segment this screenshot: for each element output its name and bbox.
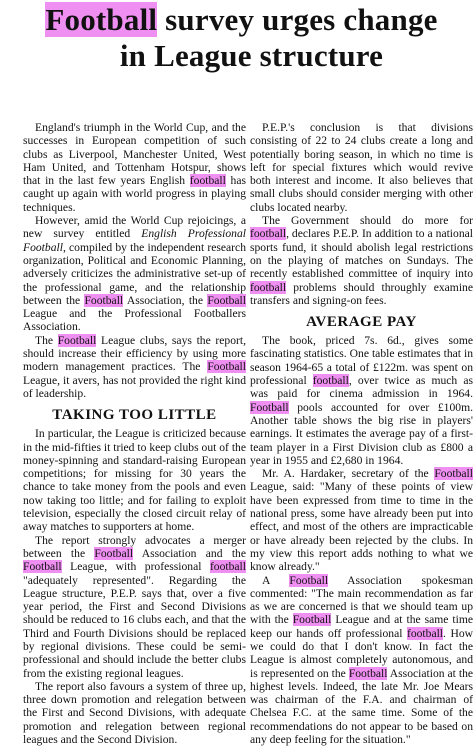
text-run: League and at the same time keep our hands off professional [250, 613, 473, 639]
survey-title: English Professional Football [23, 227, 246, 253]
text-run: Association and the [133, 547, 246, 560]
headline-highlight: Football [45, 2, 157, 37]
paragraph [250, 467, 473, 573]
subheading: AVERAGE PAY [250, 313, 473, 331]
paragraph [250, 574, 473, 746]
text-run: , declares P.E.P. In addition to a national sports fund, it should abolish legal restrictions on the playing of matches on Sundays. The recently established committee of inquiry into [250, 227, 473, 280]
text-run: pools accounted for over £100m. Another table shows the big rise in players' earnings. It estimates the average pay of a first-team player in a First Division club as £800 a year in 1955 and £2,680 in 1964. [250, 401, 473, 467]
subheading: TAKING TOO LITTLE [23, 406, 246, 424]
paragraph [23, 334, 246, 400]
headline [0, 2, 473, 74]
paragraph: P.E.P.'s conclusion is that divisions consisting of 22 to 24 clubs create a long and potentially boring season, in which no time is left for special fixtures which would revive both interest and income. It also believes that small clubs should consider merging with other clubs located nearby. [250, 121, 473, 214]
highlighted-term: Football [289, 574, 328, 587]
highlighted-term: Football [207, 360, 246, 373]
text-run: League, with professional [62, 560, 210, 573]
text-run: However, amid the World Cup rejoicings, a new survey entitled [23, 214, 246, 240]
text-run: Association, the [123, 294, 207, 307]
headline-line-2: in League structure [0, 38, 473, 74]
paragraph [23, 121, 246, 214]
highlighted-term: Football [58, 334, 97, 347]
highlighted-term: Football [23, 560, 62, 573]
highlighted-term: football [190, 174, 226, 187]
paragraph [23, 534, 246, 680]
text-run: The report strongly advocates a merger between the [23, 534, 246, 560]
text-run: has caught up again with world progress in playing techniques. [23, 174, 246, 214]
headline-line-1 [0, 2, 473, 38]
highlighted-term: football [250, 227, 286, 240]
paragraph: The report also favours a system of three up, three down promotion and relegation between the First and Second Divisions, with adequate promotion and relegation between regional leagues and the Second Division. [23, 680, 246, 746]
text-run: A [262, 574, 289, 587]
text-run: "adequately represented". Regarding the League structure, P.E.P. says that, over a five year period, the First and Second Divisions should be reduced to 16 clubs each, and that the Third and Fourth Divisions should be replaced by regional divisions. These could be semi-professional and should include the better clubs from the existing regional leagues. [23, 574, 246, 680]
highlighted-term: football [313, 374, 349, 387]
article-column-left [23, 121, 246, 746]
paragraph [250, 214, 473, 307]
text-run: The [35, 334, 58, 347]
paragraph: In particular, the League is criticized because in the mid-fifties it tried to keep clubs out of the money-spinning and standard-raising European competitions; for missing for 30 years the chance to take money from the pools and even now taking too little; and for failing to exploit television, especially the closed circuit relay of away matches to supporters at home. [23, 427, 246, 533]
text-run: League and the Professional Footballers Association. [23, 307, 246, 333]
text-run: , compiled by the independent research organization, Political and Economic Planning, adversely criticizes the administrative set-up of the professional game, and the relationship between the [23, 241, 246, 307]
paragraph [250, 334, 473, 467]
text-run: Association at the highest levels. Indeed, the late Mr. Joe Mears was chairman of the F.A. and chairman of Chelsea F.C. at the same time. Some of the recommendations do not appear to be based on any deep feeling for the situation." [250, 667, 473, 746]
headline-line-1-rest: survey urges change [157, 2, 437, 37]
text-run: , over twice as much as was paid for cinema admission in 1964. [250, 374, 473, 400]
highlighted-term: Football [94, 547, 133, 560]
text-run: League, it avers, has not provided the right kind of leadership. [23, 374, 246, 400]
text-run: The book, priced 7s. 6d., gives some fascinating statistics. One table estimates that in season 1964-65 a total of £122m. was spent on professional [250, 334, 473, 387]
text-run: League, said: "Many of these points of view have been expressed from time to time in the national press, some have already been put into effect, and most of the others are impracticable or have already been rejected by the clubs. In my view this report adds nothing to what we know already." [250, 480, 473, 573]
highlighted-term: Football [293, 613, 332, 626]
highlighted-term: Football [434, 467, 473, 480]
highlighted-term: Football [250, 401, 289, 414]
highlighted-term: football [250, 281, 286, 294]
highlighted-term: Football [349, 667, 388, 680]
paragraph [23, 214, 246, 334]
highlighted-term: Football [207, 294, 246, 307]
text-run: Mr. A. Hardaker, secretary of the [262, 467, 434, 480]
text-run: . How we could do that I don't know. In fact the League is almost completely autonomous, and is represented on the [250, 627, 473, 680]
highlighted-term: football [407, 627, 443, 640]
text-run: England's triumph in the World Cup, and the successes in European competition of such clubs as Liverpool, Manchester United, West Ham United, and Tottenham Hotspur, shows that in the last few years English [23, 121, 246, 187]
article-column-right [250, 121, 473, 746]
text-run: League clubs, says the report, should increase their efficiency by using more modern management practices. The [23, 334, 246, 374]
highlighted-term: football [210, 560, 246, 573]
text-run: The Government should do more for [262, 214, 473, 227]
highlighted-term: Football [84, 294, 123, 307]
text-run: Association spokesman commented: "The main recommendation as far as we are concerned is that we should team up with the [250, 574, 473, 627]
text-run: problems should throughly examine transfers and signing-on fees. [250, 281, 473, 307]
